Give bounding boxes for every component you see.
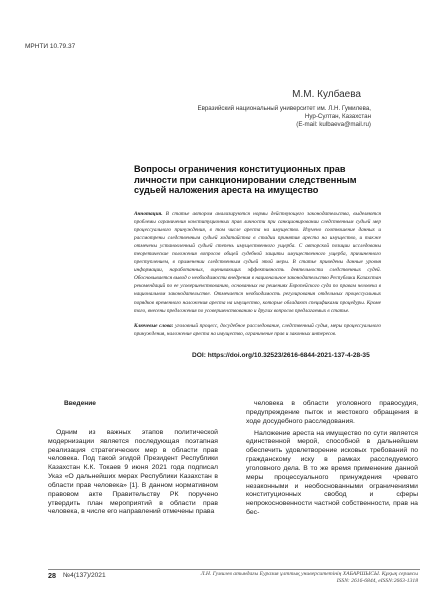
mrnti-code: МРНТИ 10.79.37 <box>25 43 76 50</box>
body-column-left <box>48 400 218 517</box>
page-number: 28 <box>48 571 56 580</box>
journal-info <box>128 571 418 585</box>
journal-name: Л.Н. Гумилев атындағы Еуразия ұлттық университетінің ХАБАРШЫСЫ. Құқық сериясы <box>200 571 418 577</box>
section-title: Введение <box>64 400 96 407</box>
abstract-block <box>134 210 381 315</box>
journal-issn: ISSN: 2616-6844, eISSN:2663-1318 <box>336 578 418 584</box>
keywords-label: Ключевые слова: <box>134 323 174 329</box>
article-title: Вопросы ограничения конституционных прав личности при санкционировании следственным судьей наложения ареста на имущество <box>134 164 357 196</box>
author-affiliation <box>190 105 371 129</box>
footer-divider <box>48 569 420 570</box>
keywords-block <box>134 322 381 338</box>
doi-link[interactable]: DOI: https://doi.org/10.32523/2616-6844-2021-137-4-28-35 <box>192 352 370 359</box>
author-name: М.М. Кулбаева <box>292 89 361 100</box>
body-column-right <box>246 400 418 518</box>
keywords-text: уголовный процесс, досудебное расследование, следственный судья, меры процессуального принуждения, наложение ареста на имущество, ограничение прав и законных интересов. <box>134 323 382 338</box>
abstract-text: В статье автором анализируются нормы действующего законодательства, выделяются проблемы ограничения конституционных прав личности при санкционировании следственным судьей мер процессуального принуждения, в том числе ареста на имущество. Изучено соотношение данных и рассмотрены следственным судьей ходатайства в стадии принятия ареста на имущество, и также отмечены установленный судьей степень имущественного ущерба. С авторской позиции исследованы теоретические положения вопросов общей судебной защиты имущественного ущерба, причиненного преступлением, в применении следственным судьей этой меры. В статье приведены данные уровня информации, наработанных, оценивающих эффективность деятельности следственных судей. Обосновывается вывод о необходимости внедрения в национальное законодательство Республики Казахстан рекомендаций по ее усовершенствованию, основанных на решениях Европейского суда по правам человека в национальном законодательстве. Отмечается необходимость регулирования отдельных процессуальных порядков временного наложения ареста на имущество, которые обладают спецификами процедуры. Кроме того, внесены предложения по усовершенствованию и других вопросов предлагаемых в статье. <box>134 211 381 314</box>
body-paragraph: человека в области уголовного правосудия, предупреждение пыток и жестокого обращения в ходе досудебного расследования. <box>246 400 418 425</box>
body-paragraph: Одним из важных этапов политической модернизации является последующая поэтапная реализация стратегических мер в области прав человека. Под такой эгидой Президент Республики Казахстан К.К. Токаев 9 июня 2021 года подписал Указ «О дальнейших мерах Республики Казахстан в области прав человека» [1]. В данном нормативном правовом акте Правительству РК поручено утвердить план мероприятий в области прав человека, в числе его направлений отмечены права <box>48 428 218 516</box>
abstract-label: Аннотация. <box>134 211 163 217</box>
affiliation-email: (E-mail: kulbaeva@mail.ru) <box>296 121 371 128</box>
issue-number: №4(137)/2021 <box>63 572 106 579</box>
affiliation-university: Евразийский национальный университет им. Л.Н. Гумилева, Нур-Султан, Казахстан <box>197 105 371 120</box>
body-paragraph: Наложение ареста на имущество по сути является единственной мерой, способной в дальнейшем обеспечить удовлетворение исковых требований по гражданскому иску в рамках расследуемого уголовного дела. В то же время применение данной меры процессуального принуждения чревато незаконными и необоснованными ограничениями конституционных свобод и сферы непрокосновенности частной собственности, прав на бес- <box>246 429 418 517</box>
